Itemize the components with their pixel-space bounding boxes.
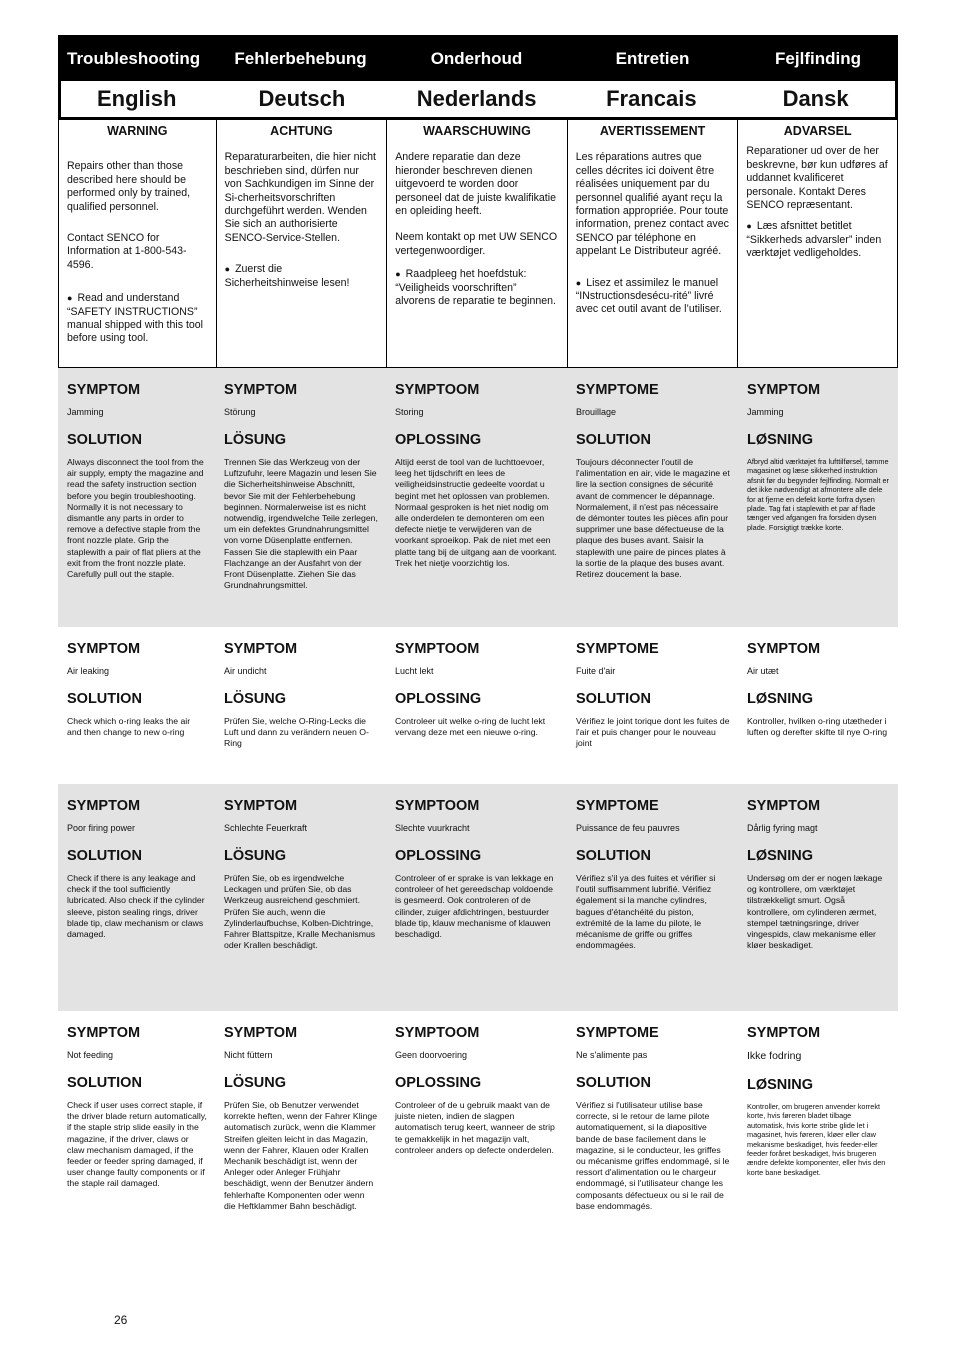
symptom-cell — [58, 1011, 215, 1256]
solution-heading: OPLOSSING — [395, 432, 482, 448]
symptom-cell — [567, 784, 738, 1011]
symptom-cell — [58, 627, 215, 784]
symptom-heading: SYMPTOOM — [395, 641, 480, 657]
solution-text: Vérifiez s'il ya des fuites et vérifier si l'outil suffisamment lubrifié. Vérifiez également si la manche cylindres, bagues d'étanchéité du piston, extrémité de la lame du pilote, le mécanisme de griffe ou griffes endommagées. — [576, 873, 716, 951]
solution-heading: SOLUTION — [67, 432, 142, 448]
solution-text: Kontroller, hvilken o-ring utætheder i luften og derefter skifte til nye O-ring — [747, 716, 888, 738]
section-title: Onderhoud — [430, 49, 523, 68]
warning-cell — [737, 120, 897, 367]
warning-text: Reparaturarbeiten, die hier nicht beschrieben sind, dürfen nur von Sachkundigen im Sinne der Si-cherheitsvorschriften durchgeführt werden. Wenden Sie sich an authorisierte SENCO-Service-Stellen. — [224, 151, 376, 244]
symptom-cell — [215, 627, 386, 784]
symptom-cell — [738, 627, 898, 784]
symptom-value: Störung — [224, 407, 256, 417]
solution-heading: SOLUTION — [576, 432, 651, 448]
symptom-value: Jamming — [747, 407, 784, 417]
solution-heading: LÖSUNG — [224, 1075, 287, 1091]
warning-bullet: ● Læs afsnittet betitlet “Sikkerheds advarsler” inden værktøjet vedligeholdes. — [746, 220, 889, 260]
solution-heading: SOLUTION — [576, 691, 651, 707]
symptom-value: Air leaking — [67, 666, 110, 676]
symptom-cell — [58, 784, 215, 1011]
symptom-value: Slechte vuurkracht — [395, 823, 470, 833]
symptom-cell — [567, 368, 738, 627]
symptom-value: Air undicht — [224, 666, 267, 676]
symptom-heading: SYMPTOME — [576, 798, 659, 814]
symptom-heading: SYMPTOM — [224, 382, 298, 398]
page-number: 26 — [114, 1313, 128, 1327]
symptom-heading: SYMPTOM — [747, 641, 821, 657]
symptom-heading: SYMPTOM — [747, 1025, 821, 1041]
symptom-block-air-leaking — [58, 627, 898, 784]
warning-text: Reparationer ud over de her beskrevne, bør kun udføres af uddannet kvalificeret personale. Kontakt Deres SENCO repræsentant. — [746, 145, 888, 212]
solution-heading: LØSNING — [747, 848, 814, 864]
symptom-heading: SYMPTOM — [67, 798, 141, 814]
symptom-value: Dårlig fyring magt — [747, 823, 818, 833]
warning-bullet: ● Raadpleeg het hoefdstuk: “Veiligheids voorschriften” alvorens de reparatie te beginnen. — [395, 268, 559, 308]
section-title: Fejlfinding — [775, 49, 861, 68]
warning-title: AVERTISSEMENT — [599, 124, 706, 138]
symptom-value: Schlechte Feuerkraft — [224, 823, 308, 833]
solution-text: Controleer of er sprake is van lekkage en controleer of het gereedschap voldoende is gesmeerd. Ook controleren of de cilinder, zuiger afdichtringen, bestuurder blade tip, klauw mechanisme of klauwen beschadigd. — [395, 873, 554, 940]
symptom-cell — [215, 784, 386, 1011]
solution-text: Trennen Sie das Werkzeug von der Luftzufuhr, leere Magazin und lesen Sie die Sicherheitshinweise Abschnitt, bevor Sie mit der Fehlerbehebung beginnen. Normalerweise ist es nicht notwendig, irgendwelche Teile zerlegen, um ein defektes Grundnahrungsmittel von vorne Düsenplatte entfernen. Fassen Sie die staplewith ein Paar Flachzange an der Ausfahrt von der Front Düsenplatte. Ziehen Sie das Grundnahrungsmittel. — [224, 457, 378, 591]
symptom-cell — [567, 1011, 738, 1256]
warning-bullet: ● Lisez et assimilez le manuel “INstructionsdesécu-rité” livré avec cet outil avant de l’utiliser. — [576, 277, 730, 317]
symptom-value: Not feeding — [67, 1050, 114, 1060]
symptom-cell — [215, 1011, 386, 1256]
symptom-cell — [738, 1011, 898, 1256]
section-title: Fehlerbehebung — [234, 49, 367, 68]
warning-text: Les réparations autres que celles décrites ici doivent être réalisées uniquement par du personnel qualifié ayant reçu la formation appropriée. Pour toute information, prenez contact avec SENCO par téléphone en appelant Le Distributeur agréé. — [575, 151, 729, 258]
solution-text: Always disconnect the tool from the air supply, empty the magazine and read the safety instruction section before you begin troubleshooting. Normally it is not necessary to dismantle any parts in order to remove a defective staple from the front nozzle plate. Grip the staplewith a pair of flat pliers at the exit from the front nozzle plate. Carefully pull out the staple. — [67, 457, 204, 580]
solution-heading: LØSNING — [747, 1077, 814, 1093]
language-title: Deutsch — [258, 86, 346, 111]
warning-bullet: ● Read and understand “SAFETY INSTRUCTIONS” manual shipped with this tool before using tool. — [67, 292, 208, 346]
symptom-value: Storing — [395, 407, 424, 417]
symptom-value: Lucht lekt — [395, 666, 434, 676]
symptom-block-jamming — [58, 368, 898, 627]
symptom-cell — [738, 368, 898, 627]
solution-text: Check if there is any leakage and check if the tool sufficiently lubricated. Also check if the cylinder sleeve, piston sealing rings, driver blade tip, claw mechanism or claws damaged. — [67, 873, 205, 940]
symptom-heading: SYMPTOME — [576, 641, 659, 657]
symptom-heading: SYMPTOOM — [395, 798, 480, 814]
solution-heading: OPLOSSING — [395, 1075, 482, 1091]
symptom-heading: SYMPTOOM — [395, 382, 480, 398]
solution-text: Vérifiez le joint torique dont les fuites de l'air et puis changer pour le nouveau joint — [576, 716, 730, 749]
symptom-heading: SYMPTOM — [67, 1025, 141, 1041]
language-title: Nederlands — [416, 86, 537, 111]
warning-bullet: ● Zuerst die Sicherheitshinweise lesen! — [225, 263, 379, 290]
solution-heading: OPLOSSING — [395, 848, 482, 864]
troubleshooting-table — [58, 35, 898, 1256]
symptom-value: Nicht füttern — [224, 1050, 273, 1060]
language-header-row — [58, 81, 898, 120]
language-title: Francais — [606, 86, 697, 111]
solution-text: Afbryd altid værktøjet fra lufttilførsel, tømme magasinet og læse sikkerhed instruktion afsnit før du begynder fejlfinding. Normalt er det ikke nødvendigt at afmontere alle dele for at fjerne en defekt korte forfra dysen plade. Tag fat i staplewith et par af flade tænger ved afgangen fra forsiden dysen plade. Forsigtigt trække korte. — [747, 457, 889, 532]
symptom-heading: SYMPTOME — [576, 382, 659, 398]
symptom-heading: SYMPTOM — [67, 382, 141, 398]
solution-heading: SOLUTION — [576, 848, 651, 864]
solution-heading: LÖSUNG — [224, 848, 287, 864]
warning-title: WARNING — [107, 124, 168, 138]
symptom-heading: SYMPTOME — [576, 1025, 659, 1041]
section-title: Entretien — [615, 49, 690, 68]
solution-text: Controleer uit welke o-ring de lucht lekt vervang deze met een nieuwe o-ring. — [395, 716, 546, 738]
solution-text: Toujours déconnecter l'outil de l'alimentation en air, vide le magazine et lire la section consignes de sécurité avant de commencer le dépannage. Normalement, il n'est pas nécessaire de démonter toutes les pièces afin pour supprimer une base défectueuse de la plaque des buses avant. Saisir la staplewith une paire de pinces plates à la sortie de la plaque des buses avant. Retirez doucement la base. — [576, 457, 730, 580]
warning-text: Andere reparatie dan deze hieronder beschreven dienen uitgevoerd te worden door personeel dat de juiste kwalifikatie en opleiding heeft. — [395, 151, 556, 218]
language-title: Dansk — [782, 86, 849, 111]
symptom-cell — [567, 627, 738, 784]
solution-heading: LØSNING — [747, 432, 814, 448]
solution-text: Prüfen Sie, welche O-Ring-Lecks die Luft und dann zu verändern neuen O-Ring — [224, 716, 369, 749]
symptom-block-not-feeding — [58, 1011, 898, 1256]
solution-text: Check which o-ring leaks the air and then change to new o-ring — [67, 716, 191, 738]
section-header-row — [58, 35, 898, 81]
solution-text: Vérifiez si l'utilisateur utilise base correcte, si le retour de lame pilote automatiquement, si la diapositive bande de base facilement dans le magazine, si le conducteur, les griffes ou mécanisme griffes endommagé, si le ressort d'alimentation ou le chargeur endommagé, si l'utilisateur change les composants défectueux ou si le rail de base endommagés. — [576, 1100, 730, 1211]
symptom-heading: SYMPTOM — [67, 641, 141, 657]
language-title: English — [97, 86, 177, 111]
symptom-heading: SYMPTOM — [224, 798, 298, 814]
symptom-value: Ne s'alimente pas — [576, 1050, 648, 1060]
solution-heading: LÖSUNG — [224, 432, 287, 448]
solution-heading: SOLUTION — [67, 691, 142, 707]
symptom-value: Ikke fodring — [747, 1050, 802, 1062]
solution-text: Prüfen Sie, ob Benutzer verwendet korrekte heften, wenn der Fahrer Klinge automatisch zurück, wenn die Klammer Streifen gleiten leicht in das Magazin, wenn der Fahrer, Klauen oder Krallen Mechanik beschädigt ist, wenn der Anleger oder Anleger Frühjahr beschädigt, wenn der Benutzer ändern fehlerhafte Komponenten oder wenn die Heftklammer Bahn beschädigt. — [224, 1100, 378, 1211]
symptom-heading: SYMPTOM — [224, 1025, 298, 1041]
symptom-value: Brouillage — [576, 407, 617, 417]
symptom-cell — [58, 368, 215, 627]
symptom-heading: SYMPTOM — [747, 382, 821, 398]
warning-cell — [216, 120, 387, 367]
symptom-value: Fuite d'air — [576, 666, 616, 676]
symptom-cell — [386, 784, 567, 1011]
section-title: Troubleshooting — [67, 49, 201, 68]
symptom-value: Air utæt — [747, 666, 779, 676]
symptom-heading: SYMPTOM — [224, 641, 298, 657]
solution-text: Check if user uses correct staple, if the driver blade return automatically, if the staple strip slide easily in the magazine, if the driver, claws or claw mechanism damaged, if the feeder or feeder spring damaged, if user change faulty components or if the staple rail damaged. — [67, 1100, 207, 1189]
symptom-value: Poor firing power — [67, 823, 136, 833]
solution-text: Prüfen Sie, ob es irgendwelche Leckagen und prüfen Sie, ob das Werkzeug ausreichend geschmiert. Prüfen Sie auch, wenn die Zylinderlaufbuchse, Kolben-Dichtringe, Fahrer Blattspitze, Kralle Mechanismus oder Krallen beschädigt. — [224, 873, 376, 951]
symptom-value: Puissance de feu pauvres — [576, 823, 680, 833]
solution-heading: OPLOSSING — [395, 691, 482, 707]
warning-title: ADVARSEL — [783, 124, 852, 138]
symptom-cell — [386, 368, 567, 627]
solution-heading: SOLUTION — [576, 1075, 651, 1091]
solution-text: Undersøg om der er nogen lækage og kontrollere, om værktøjet tilstrækkeligt smurt. Også kontrollere, om cylinderen ærmet, stempel tætningsringe, driver vingespids, claw mekanisme eller kløer beskadiget. — [747, 873, 883, 951]
solution-heading: SOLUTION — [67, 1075, 142, 1091]
solution-heading: LØSNING — [747, 691, 814, 707]
symptom-cell — [738, 784, 898, 1011]
solution-text: Kontroller, om brugeren anvender korrekt korte, hvis føreren bladet tilbage automatisk, hvis korte stribe glide let i magasinet, hvis føreren, kløer eller claw mekanisme beskadiget, hvis feeder-eller feeder foråret beskadiget, hvis brugeren ændre defekte komponenter, eller hvis den korte bane beskadiget. — [747, 1102, 886, 1177]
symptom-value: Geen doorvoering — [395, 1050, 468, 1060]
solution-heading: LÖSUNG — [224, 691, 287, 707]
warning-text: Contact SENCO for Information at 1-800-543-4596. — [67, 232, 187, 271]
symptom-value: Jamming — [67, 407, 104, 417]
warning-cell — [59, 120, 216, 367]
solution-text: Controleer of de u gebruik maakt van de juiste nieten, indien de slagpen automatisch terug keert, wanneer de strip te gemakkelijk in het magazijn valt, controleer anders op defecte onderdelen. — [395, 1100, 555, 1155]
warning-row — [58, 120, 898, 368]
warning-cell — [386, 120, 567, 367]
warning-cell — [567, 120, 738, 367]
symptom-heading: SYMPTOM — [747, 798, 821, 814]
symptom-heading: SYMPTOOM — [395, 1025, 480, 1041]
symptom-cell — [215, 368, 386, 627]
symptom-cell — [386, 627, 567, 784]
warning-text: Neem kontakt op met UW SENCO vertegenwoordiger. — [395, 231, 558, 257]
warning-title: WAARSCHUWING — [423, 124, 531, 138]
warning-text: Repairs other than those described here should be performed only by trained, qualified personnel. — [67, 160, 191, 213]
solution-text: Altijd eerst de tool van de luchttoevoer, leeg het tijdschrift en lees de veiligheidsinstructie gedeelte voordat u begint met het oplossen van problemen. Normaal gesproken is het niet nodig om alle onderdelen te demonteren om een defecte nietje te verwijderen van de voorkant sproeikop. Pak de niet met een platte tang bij de uitgang aan de voorkant. Trek het nietje voorzichtig los. — [395, 457, 557, 568]
symptom-block-poor-firing — [58, 784, 898, 1011]
warning-title: ACHTUNG — [270, 124, 333, 138]
solution-heading: SOLUTION — [67, 848, 142, 864]
symptom-cell — [386, 1011, 567, 1256]
